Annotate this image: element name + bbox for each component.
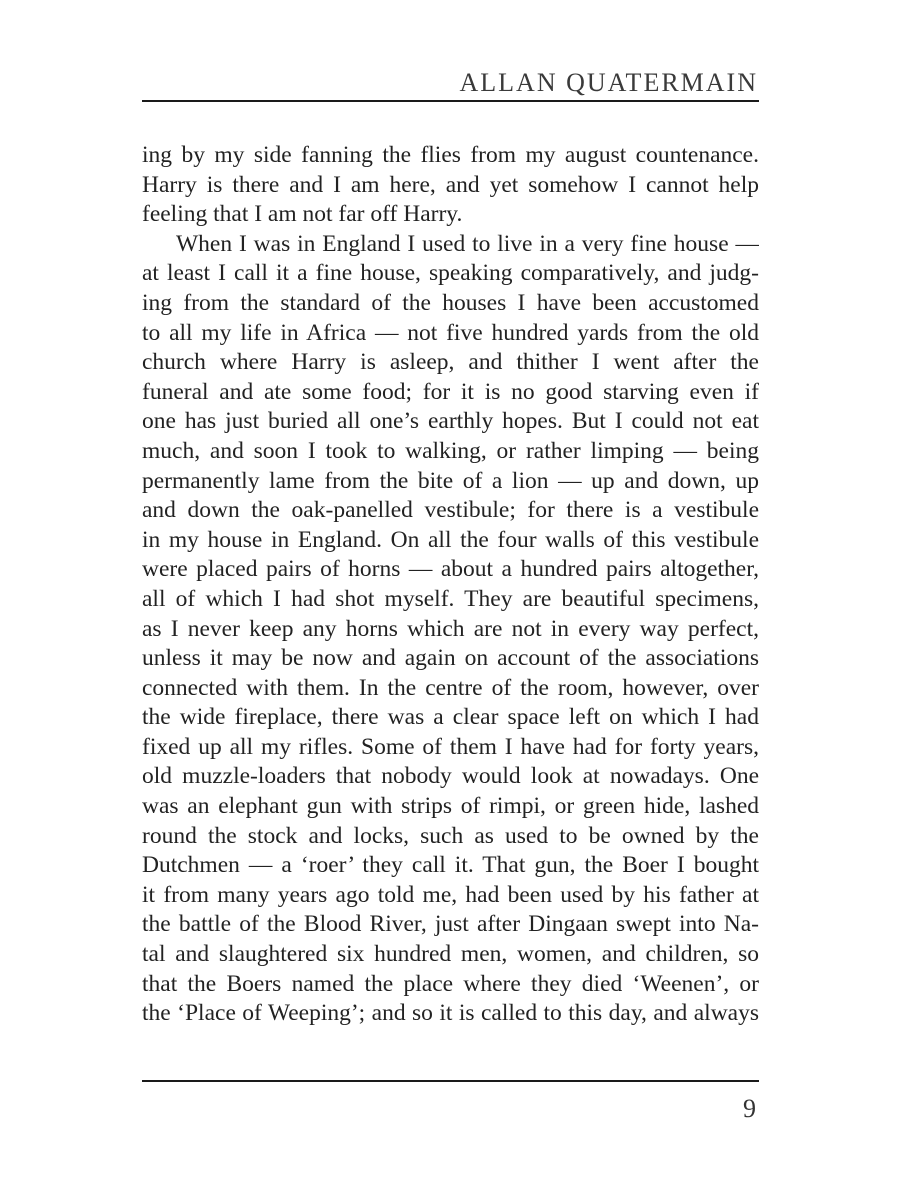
body-text: [142, 141, 759, 1029]
text-line: fixed up all my rifles. Some of them I have had for forty years,: [142, 733, 759, 760]
footer-rule: [142, 1080, 759, 1082]
text-line: one has just buried all one’s earthly hopes. But I could not eat: [142, 408, 759, 435]
text-line: it from many years ago told me, had been used by his father at: [142, 881, 759, 908]
page-number: 9: [743, 1094, 756, 1123]
text-line: tal and slaughtered six hundred men, women, and children, so: [142, 941, 759, 968]
text-line: all of which I had shot myself. They are beautiful specimens,: [142, 585, 759, 612]
text-line: to all my life in Africa — not five hundred yards from the old: [142, 319, 759, 346]
header-rule: [142, 100, 759, 102]
text-line: round the stock and locks, such as used to be owned by the: [142, 822, 759, 849]
text-line: the battle of the Blood River, just after Dingaan swept into Na-: [142, 911, 759, 938]
text-line: in my house in England. On all the four walls of this vestibule: [142, 526, 759, 553]
text-line: at least I call it a fine house, speaking comparatively, and judg-: [142, 260, 759, 287]
text-line: church where Harry is asleep, and thither I went after the: [142, 349, 759, 376]
text-line: ing from the standard of the houses I have been accustomed: [142, 289, 759, 316]
text-line: that the Boers named the place where they died ‘Weenen’, or: [142, 970, 759, 997]
running-head-title: ALLAN QUATERMAIN: [459, 68, 758, 97]
text-line: connected with them. In the centre of the room, however, over: [142, 674, 759, 701]
text-line: feeling that I am not far off Harry.: [142, 201, 463, 228]
text-line: Harry is there and I am here, and yet somehow I cannot help: [142, 171, 759, 198]
text-line: the wide fireplace, there was a clear space left on which I had: [142, 704, 759, 731]
text-line: When I was in England I used to live in a very fine house —: [176, 230, 759, 257]
text-line: was an elephant gun with strips of rimpi, or green hide, lashed: [142, 793, 759, 820]
text-line: old muzzle-loaders that nobody would look at nowadays. One: [142, 763, 759, 790]
text-line: ing by my side fanning the flies from my august countenance.: [142, 142, 759, 168]
text-line: Dutchmen — a ‘roer’ they call it. That gun, the Boer I bought: [142, 852, 759, 879]
text-line: much, and soon I took to walking, or rather limping — being: [142, 437, 759, 464]
text-line: funeral and ate some food; for it is no good starving even if: [142, 378, 759, 405]
text-line: permanently lame from the bite of a lion — up and down, up: [142, 467, 759, 494]
text-line: unless it may be now and again on account of the associations: [142, 645, 759, 672]
text-line: as I never keep any horns which are not in every way perfect,: [142, 615, 759, 642]
text-line: the ‘Place of Weeping’; and so it is called to this day, and always: [142, 1000, 759, 1027]
text-line: were placed pairs of horns — about a hundred pairs altogether,: [142, 556, 759, 583]
text-line: and down the oak-panelled vestibule; for there is a vestibule: [142, 497, 759, 524]
